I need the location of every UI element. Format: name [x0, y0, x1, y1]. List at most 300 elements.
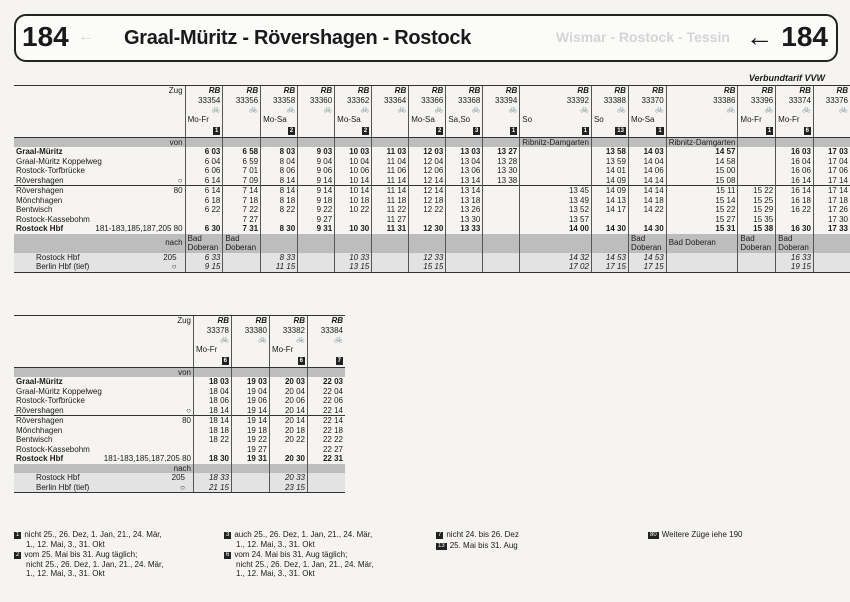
time-cell: 15 22 — [738, 186, 776, 196]
station-name — [14, 426, 194, 436]
footnote-badge: 1 — [511, 127, 516, 134]
label-zug: Zug — [14, 316, 194, 326]
connection-time — [446, 253, 483, 263]
bicycle-icon: 🚲 — [483, 105, 520, 115]
line-number-right: ← 184 — [745, 21, 828, 52]
time-cell — [185, 215, 223, 225]
station-name — [14, 406, 194, 416]
origin-cell — [185, 137, 223, 147]
time-cell: 13 28 — [483, 157, 520, 167]
train-days — [194, 345, 232, 368]
connection-ref: ○ — [171, 262, 177, 271]
time-cell: 10 14 — [335, 186, 372, 196]
time-cell: 9 22 — [298, 205, 335, 215]
train-class: RB — [194, 316, 232, 326]
destination-cell — [409, 234, 446, 253]
train-class: RB — [223, 86, 261, 96]
header-row-number — [14, 326, 345, 336]
origin-cell — [591, 137, 628, 147]
origin-cell — [372, 137, 409, 147]
origin-cell — [261, 137, 298, 147]
origin-cell — [446, 137, 483, 147]
label-von: von — [14, 367, 194, 377]
time-cell: 17 03 — [813, 147, 850, 157]
train-class: RB — [738, 86, 776, 96]
bicycle-icon: 🚲 — [261, 105, 298, 115]
footnote-text: vom 24. Mai bis 31. Aug täglich; — [234, 550, 348, 559]
time-cell: 6 06 — [185, 166, 223, 176]
timetable-main — [14, 85, 850, 273]
station-label: Graal-Müritz — [16, 377, 63, 386]
time-cell: 14 01 — [591, 166, 628, 176]
time-cell: 16 14 — [776, 176, 814, 186]
train-days — [446, 115, 483, 138]
time-cell: 13 06 — [446, 166, 483, 176]
time-cell: 14 09 — [591, 176, 628, 186]
time-cell: 10 06 — [335, 166, 372, 176]
time-cell — [409, 215, 446, 225]
spacer — [14, 115, 185, 138]
label-nach: nach — [14, 464, 194, 474]
time-cell: 12 03 — [409, 147, 446, 157]
days-text: Mo-Fr — [740, 114, 762, 124]
connection-time — [372, 253, 409, 263]
time-cell: 18 14 — [194, 406, 232, 416]
time-cell — [520, 166, 592, 176]
time-cell: 19 22 — [232, 435, 270, 445]
time-cell: 13 33 — [446, 224, 483, 234]
train-number: 33386 — [666, 96, 738, 106]
time-cell — [483, 196, 520, 206]
station-mark: 80 — [182, 416, 191, 425]
days-text: Mo-Sa — [411, 114, 435, 124]
station-mark: 181-183,185,187,205 80 — [103, 454, 191, 463]
footnote-line — [224, 530, 424, 540]
bicycle-icon: 🚲 — [185, 105, 223, 115]
time-cell: 17 06 — [813, 166, 850, 176]
connection-time — [666, 262, 738, 272]
destination-cell — [270, 464, 308, 474]
station-mark: ○ — [186, 405, 191, 415]
train-class: RB — [185, 86, 223, 96]
train-class: RB — [666, 86, 738, 96]
footnote-item — [14, 550, 214, 579]
footnote-badge: 1 — [583, 127, 587, 134]
origin-cell — [298, 137, 335, 147]
train-number: 33376 — [813, 96, 850, 106]
connection-ref: 205 — [163, 252, 177, 262]
time-cell: 7 14 — [223, 186, 261, 196]
destination-cell — [372, 234, 409, 253]
footnote-badge: 1 — [658, 127, 662, 134]
destination-cell — [813, 234, 850, 253]
connection-time: 17 15 — [628, 262, 666, 272]
connection-time — [223, 253, 261, 263]
time-cell: 10 22 — [335, 205, 372, 215]
time-cell: 15 25 — [738, 196, 776, 206]
connection-time — [483, 253, 520, 263]
station-row — [14, 215, 850, 225]
time-cell: 22 03 — [308, 377, 346, 387]
train-number: 33354 — [185, 96, 223, 106]
bicycle-icon: 🚲 — [628, 105, 666, 115]
time-cell: 13 52 — [520, 205, 592, 215]
station-mark: 181-183,185,187,205 80 — [95, 224, 183, 233]
time-cell: 6 03 — [185, 147, 223, 157]
bicycle-icon: 🚲 — [666, 105, 738, 115]
time-cell: 8 14 — [261, 186, 298, 196]
connection-time — [308, 483, 346, 493]
footnote-item — [14, 530, 214, 549]
footnote-badge: 6 — [223, 357, 227, 364]
station-row — [14, 416, 345, 426]
time-cell — [483, 205, 520, 215]
time-cell: 15 35 — [738, 215, 776, 225]
time-cell: 14 58 — [666, 157, 738, 167]
days-text: So — [522, 114, 533, 124]
time-cell — [776, 215, 814, 225]
time-cell: 12 30 — [409, 224, 446, 234]
time-cell: 14 00 — [520, 224, 592, 234]
time-cell: 8 06 — [261, 166, 298, 176]
time-cell: 13 59 — [591, 157, 628, 167]
time-cell: 16 18 — [776, 196, 814, 206]
station-label: Mönchhagen — [16, 195, 63, 205]
station-name — [14, 157, 185, 167]
footnote-line — [224, 540, 424, 550]
time-cell: 22 06 — [308, 396, 346, 406]
footnote-badge: 1 — [215, 127, 219, 134]
time-cell: 6 22 — [185, 205, 223, 215]
train-number: 33388 — [591, 96, 628, 106]
connection-time: 11 15 — [261, 262, 298, 272]
connection-time — [223, 262, 261, 272]
train-number: 33380 — [232, 326, 270, 336]
train-number: 33392 — [520, 96, 592, 106]
time-cell: 18 18 — [194, 426, 232, 436]
bicycle-icon: 🚲 — [335, 105, 372, 115]
train-days — [232, 345, 270, 368]
time-cell: 17 26 — [813, 205, 850, 215]
footnote-badge: 2 — [363, 127, 368, 134]
time-cell — [483, 186, 520, 196]
time-cell: 12 06 — [409, 166, 446, 176]
train-number: 33374 — [776, 96, 814, 106]
time-cell: 8 18 — [261, 196, 298, 206]
footnote-item — [436, 541, 636, 551]
bicycle-icon: 🚲 — [738, 105, 776, 115]
time-cell: 14 14 — [628, 176, 666, 186]
time-cell: 7 31 — [223, 224, 261, 234]
origin-cell — [409, 137, 446, 147]
connection-time — [298, 253, 335, 263]
time-cell: 20 14 — [270, 416, 308, 426]
station-label: Rostock-Kassebohm — [16, 444, 90, 454]
time-cell — [520, 176, 592, 186]
bicycle-icon: 🚲 — [776, 105, 814, 115]
footnote-line — [14, 540, 214, 550]
connection-label: Berlin Hbf (tief) — [36, 482, 90, 492]
station-row — [14, 406, 345, 416]
tariff-label: Verbundtarif VVW — [748, 73, 825, 83]
footnote-line — [224, 560, 424, 570]
origin-cell — [194, 367, 232, 377]
header-row-bike — [14, 335, 345, 345]
time-cell: 18 22 — [194, 435, 232, 445]
destination-cell — [298, 234, 335, 253]
time-cell: 14 30 — [628, 224, 666, 234]
station-row — [14, 377, 345, 387]
time-cell — [520, 157, 592, 167]
train-number: 33362 — [335, 96, 372, 106]
connection-label: Rostock Hbf — [36, 473, 80, 482]
footnotes-col-1 — [14, 530, 214, 580]
station-row — [14, 147, 850, 157]
connection-time: 13 15 — [335, 262, 372, 272]
connection-name — [14, 473, 194, 483]
time-cell — [335, 215, 372, 225]
time-cell: 19 04 — [232, 387, 270, 397]
station-name — [14, 445, 194, 455]
von-row — [14, 367, 345, 377]
time-cell: 17 04 — [813, 157, 850, 167]
time-cell: 22 14 — [308, 416, 346, 426]
footnote-text: 1., 12. Mai, 3., 31. Okt — [236, 569, 315, 578]
nach-row — [14, 234, 850, 253]
bicycle-icon: 🚲 — [520, 105, 592, 115]
connection-row — [14, 483, 345, 493]
time-cell: 15 14 — [666, 196, 738, 206]
origin-cell — [335, 137, 372, 147]
station-name — [14, 205, 185, 215]
time-cell: 15 29 — [738, 205, 776, 215]
footnote-line — [436, 541, 636, 551]
time-cell: 13 58 — [591, 147, 628, 157]
footnote-badge: 3 — [226, 532, 230, 538]
connection-ref: 205 — [171, 473, 185, 482]
station-row — [14, 186, 850, 196]
time-cell — [483, 215, 520, 225]
train-days — [483, 115, 520, 138]
train-number: 33394 — [483, 96, 520, 106]
connection-time — [298, 262, 335, 272]
station-row — [14, 224, 850, 234]
time-cell: 8 30 — [261, 224, 298, 234]
time-cell: 8 03 — [261, 147, 298, 157]
connection-time: 14 32 — [520, 253, 592, 263]
time-cell: 11 31 — [372, 224, 409, 234]
time-cell: 18 06 — [194, 396, 232, 406]
days-text: Mo-Fr — [272, 344, 294, 354]
footnote-badge: 6 — [226, 552, 230, 558]
station-name — [14, 377, 194, 387]
station-label: Graal-Müritz Koppelweg — [16, 156, 102, 166]
time-cell: 14 09 — [591, 186, 628, 196]
train-number: 33366 — [409, 96, 446, 106]
connection-time: 16 33 — [776, 253, 814, 263]
time-cell: 11 03 — [372, 147, 409, 157]
time-cell — [483, 224, 520, 234]
connection-name — [14, 483, 194, 493]
train-class: RB — [520, 86, 592, 96]
station-mark: ○ — [177, 175, 183, 185]
time-cell: 14 17 — [591, 205, 628, 215]
train-days — [591, 115, 628, 138]
days-text: Mo-Fr — [187, 114, 209, 124]
time-cell: 20 30 — [270, 454, 308, 464]
time-cell: 10 04 — [335, 157, 372, 167]
connection-name — [14, 262, 185, 272]
time-cell: 6 58 — [223, 147, 261, 157]
time-cell: 22 31 — [308, 454, 346, 464]
station-label: Rostock Hbf — [16, 224, 64, 233]
origin-cell: Ribnitz-Damgarten — [520, 137, 592, 147]
time-cell: 9 04 — [298, 157, 335, 167]
time-cell: 13 38 — [483, 176, 520, 186]
train-number: 33384 — [308, 326, 346, 336]
connection-row — [14, 473, 345, 483]
time-cell: 20 18 — [270, 426, 308, 436]
time-cell: 14 22 — [628, 205, 666, 215]
bicycle-icon: 🚲 — [298, 105, 335, 115]
station-row — [14, 176, 850, 186]
time-cell: 9 03 — [298, 147, 335, 157]
footnote-item — [648, 530, 838, 540]
time-cell: 22 18 — [308, 426, 346, 436]
time-cell: 17 14 — [813, 186, 850, 196]
station-label: Graal-Müritz Koppelweg — [16, 386, 102, 396]
train-class: RB — [372, 86, 409, 96]
days-text: So — [593, 114, 604, 124]
station-name — [14, 166, 185, 176]
train-class: RB — [446, 86, 483, 96]
time-cell: 6 59 — [223, 157, 261, 167]
time-cell: 14 30 — [591, 224, 628, 234]
time-cell: 12 22 — [409, 205, 446, 215]
footnote-item — [436, 530, 636, 540]
footnote-badge: 7 — [337, 357, 341, 364]
time-cell: 17 33 — [813, 224, 850, 234]
footnote-item — [224, 530, 424, 549]
origin-cell — [270, 367, 308, 377]
footnote-text: vom 25. Mai bis 31. Aug täglich; — [24, 550, 138, 559]
origin-cell — [308, 367, 346, 377]
destination-cell — [308, 464, 346, 474]
train-days — [261, 115, 298, 138]
time-cell: 18 04 — [194, 387, 232, 397]
time-cell: 19 14 — [232, 416, 270, 426]
time-cell: 10 03 — [335, 147, 372, 157]
train-days — [308, 345, 346, 368]
train-days — [666, 115, 738, 138]
time-cell: 6 30 — [185, 224, 223, 234]
station-label: Rövershagen — [16, 416, 64, 425]
train-number: 33364 — [372, 96, 409, 106]
train-class: RB — [409, 86, 446, 96]
time-cell: 19 31 — [232, 454, 270, 464]
time-cell: 9 27 — [298, 215, 335, 225]
time-cell: 7 01 — [223, 166, 261, 176]
footnote-line — [14, 550, 214, 560]
train-number: 33358 — [261, 96, 298, 106]
time-cell: 13 45 — [520, 186, 592, 196]
time-cell: 15 08 — [666, 176, 738, 186]
time-cell: 20 06 — [270, 396, 308, 406]
bicycle-icon: 🚲 — [232, 335, 270, 345]
connection-ref: ○ — [180, 482, 185, 492]
connection-label: Rostock Hbf — [36, 252, 80, 262]
train-class: RB — [813, 86, 850, 96]
footnote-text: Weitere Züge iehe 190 — [661, 530, 743, 539]
time-cell: 13 14 — [446, 186, 483, 196]
station-label: Rostock-Torfbrücke — [16, 396, 85, 405]
connection-time: 9 15 — [185, 262, 223, 272]
time-cell: 15 00 — [666, 166, 738, 176]
header-row-days — [14, 115, 850, 138]
time-cell: 19 27 — [232, 445, 270, 455]
time-cell: 10 30 — [335, 224, 372, 234]
destination-cell: Bad Doberan — [628, 234, 666, 253]
time-cell: 12 04 — [409, 157, 446, 167]
footnote-line — [14, 530, 214, 540]
station-name — [14, 215, 185, 225]
train-number: 33382 — [270, 326, 308, 336]
time-cell: 15 22 — [666, 205, 738, 215]
connection-label: Berlin Hbf (tief) — [36, 262, 90, 271]
time-cell: 19 18 — [232, 426, 270, 436]
time-cell: 14 13 — [591, 196, 628, 206]
train-days — [298, 115, 335, 138]
time-cell: 11 27 — [372, 215, 409, 225]
footnote-badge: 1 — [16, 532, 20, 538]
time-cell: 18 03 — [194, 377, 232, 387]
time-cell: 15 38 — [738, 224, 776, 234]
spacer — [14, 326, 194, 336]
header-row-bike — [14, 105, 850, 115]
destination-cell — [520, 234, 592, 253]
train-class: RB — [270, 316, 308, 326]
connection-time: 17 02 — [520, 262, 592, 272]
footnote-badge: 1 — [767, 127, 772, 134]
header-row-class — [14, 316, 345, 326]
time-cell: 9 18 — [298, 196, 335, 206]
train-class: RB — [628, 86, 666, 96]
train-number: 33356 — [223, 96, 261, 106]
time-cell: 6 14 — [185, 186, 223, 196]
time-cell: 14 14 — [628, 186, 666, 196]
time-cell — [738, 157, 776, 167]
station-row — [14, 454, 345, 464]
footnote-text: nicht 25., 26. Dez, 1. Jan, 21., 24. Mär, — [236, 559, 374, 569]
time-cell: 22 27 — [308, 445, 346, 455]
time-cell: 6 18 — [185, 196, 223, 206]
footnote-line — [224, 569, 424, 579]
bicycle-icon: 🚲 — [409, 105, 446, 115]
days-text: Mo-Sa — [337, 114, 361, 124]
time-cell: 11 14 — [372, 176, 409, 186]
time-cell: 8 04 — [261, 157, 298, 167]
time-cell: 11 06 — [372, 166, 409, 176]
footnote-badge: 13 — [617, 127, 624, 134]
connection-time: 19 15 — [776, 262, 814, 272]
station-name — [14, 196, 185, 206]
label-zug: Zug — [14, 86, 185, 96]
label-nach: nach — [14, 234, 185, 253]
label-von: von — [14, 137, 185, 147]
time-cell — [591, 215, 628, 225]
train-class: RB — [591, 86, 628, 96]
footnote-badge: 80 — [650, 532, 657, 538]
